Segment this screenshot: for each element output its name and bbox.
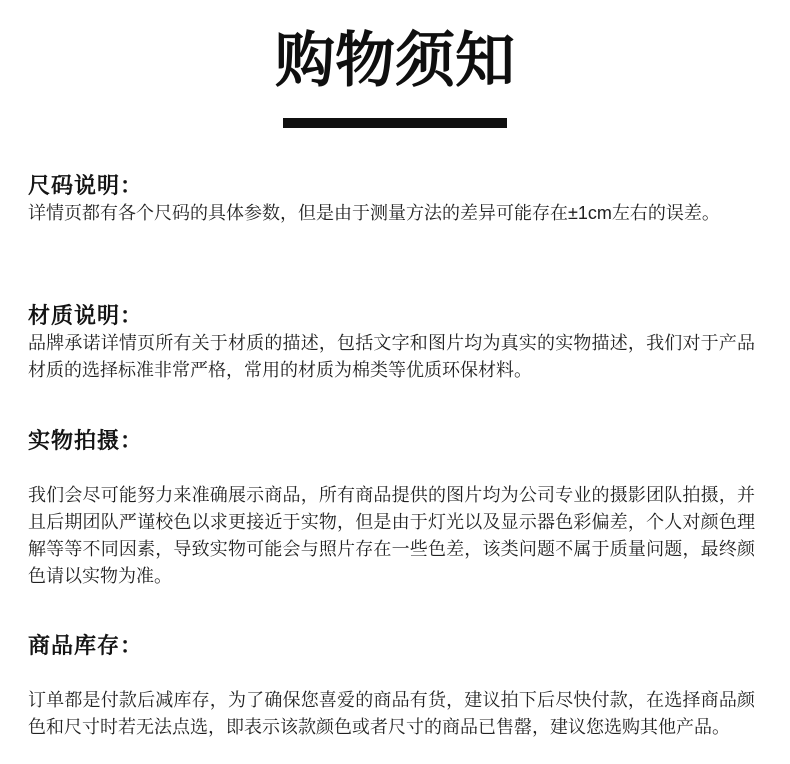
- section-size-info: [28, 172, 755, 227]
- size-info-heading: 尺码说明：: [28, 173, 144, 198]
- stock-info-body: 订单都是付款后减库存，为了确保您喜爱的商品有货，建议拍下后尽快付款，在选择商品颜色和尺寸时若无法点选，即表示该款颜色或者尺寸的商品已售罄，建议您选购其他产品。: [28, 690, 755, 737]
- photo-info-heading: 实物拍摄：: [28, 428, 144, 453]
- material-info-heading: 材质说明：: [28, 303, 144, 328]
- section-material-info: [28, 302, 755, 384]
- page-title: 购物须知: [275, 27, 515, 94]
- size-info-body: 详情页都有各个尺码的具体参数，但是由于测量方法的差异可能存在±1cm左右的误差。: [28, 203, 720, 223]
- section-photo-info: [28, 427, 755, 590]
- material-info-body: 品牌承诺详情页所有关于材质的描述，包括文字和图片均为真实的实物描述，我们对于产品材质的选择标准非常严格，常用的材质为棉类等优质环保材料。: [28, 333, 755, 380]
- notice-content: [0, 172, 790, 741]
- title-underline-divider: [283, 118, 507, 128]
- section-stock-info: [28, 632, 755, 741]
- stock-info-heading: 商品库存：: [28, 633, 144, 658]
- photo-info-body: 我们会尽可能努力来准确展示商品，所有商品提供的图片均为公司专业的摄影团队拍摄，并且后期团队严谨校色以求更接近于实物，但是由于灯光以及显示器色彩偏差，个人对颜色理解等等不同因素，导致实物可能会与照片存在一些色差，该类问题不属于质量问题，最终颜色请以实物为准。: [28, 485, 755, 586]
